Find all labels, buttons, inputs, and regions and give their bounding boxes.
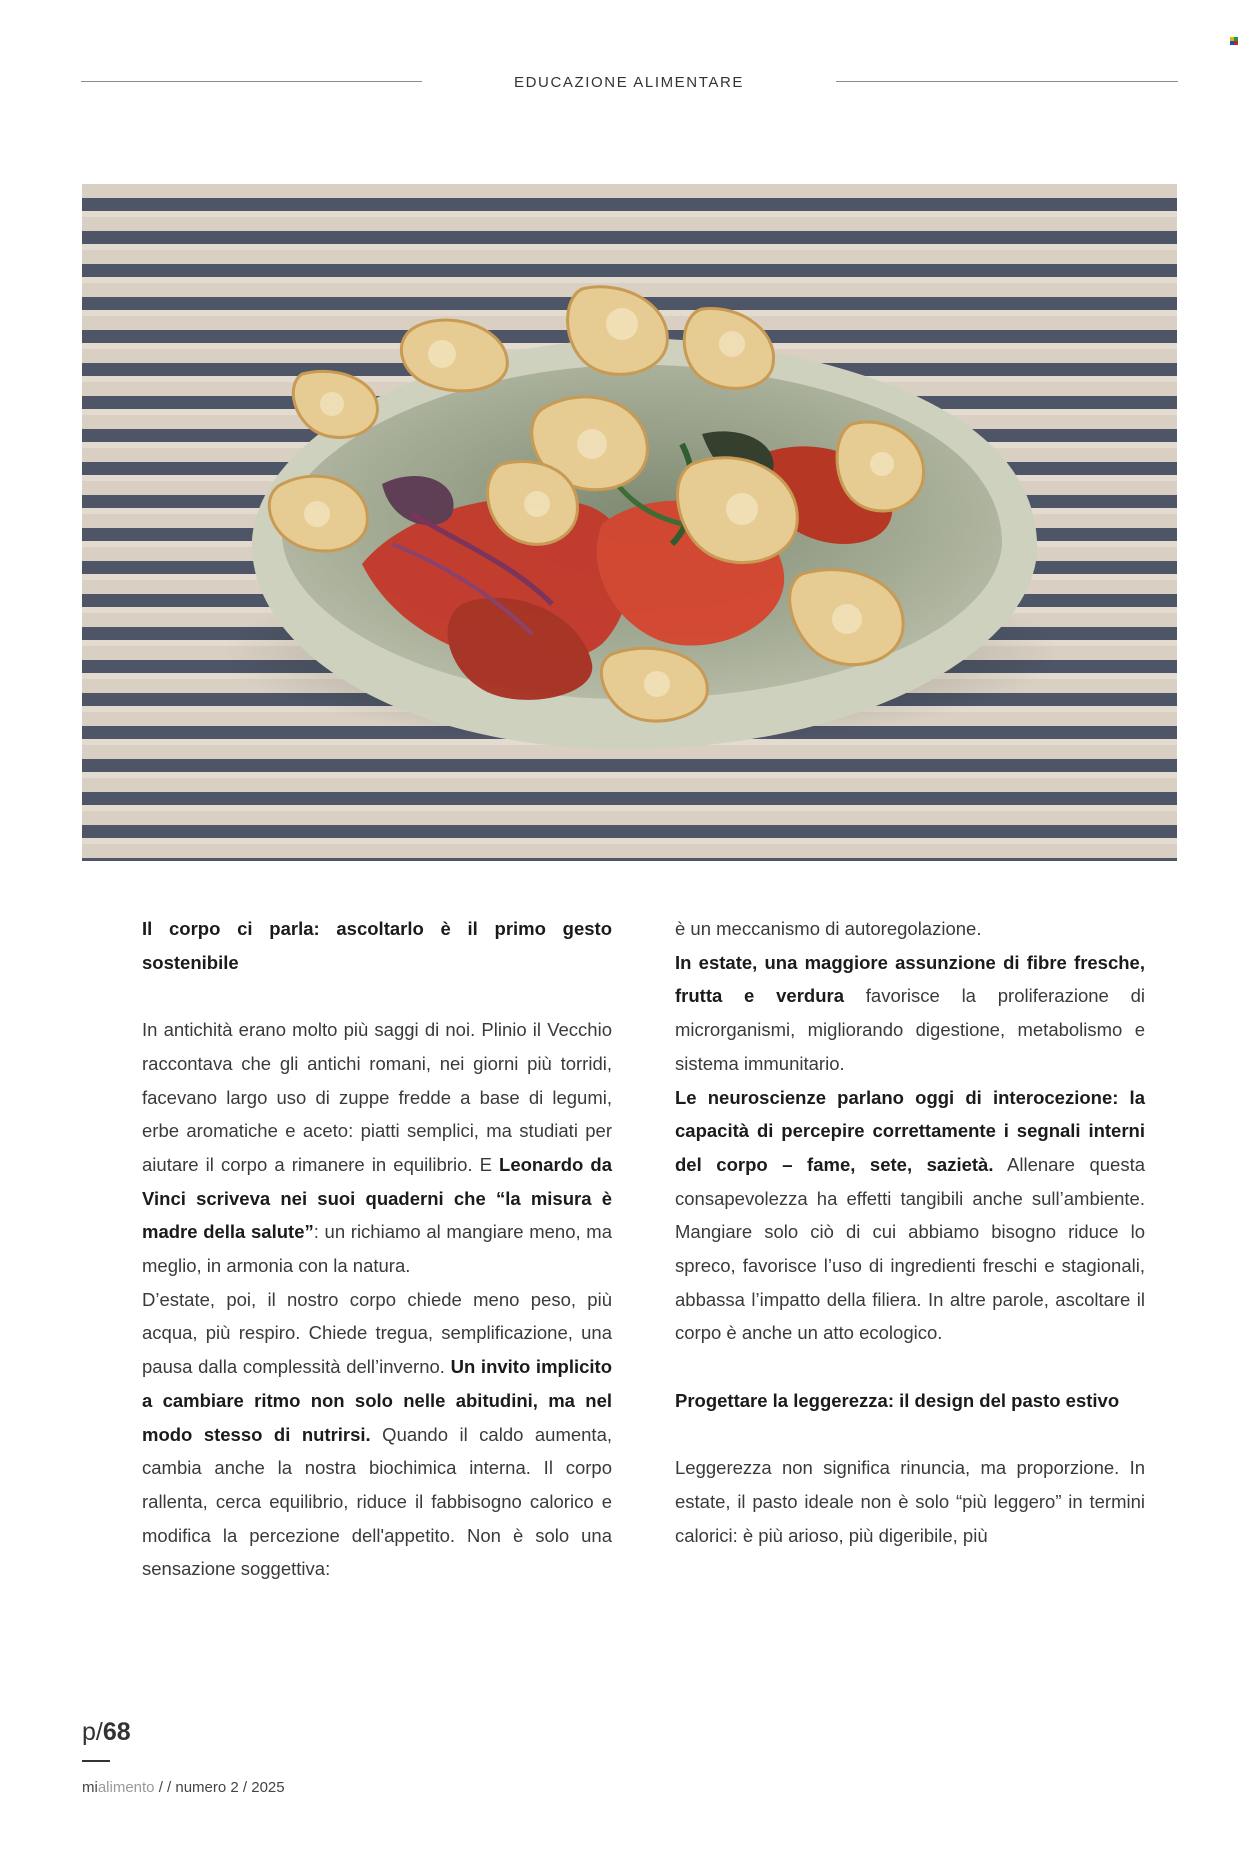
emphasis-change-rhythm: Un invito implicito a cambiare ritmo non solo nelle abitudini, ma nel modo stesso di nutrirsi. — [142, 1356, 612, 1445]
paragraph-fiber — [675, 946, 1145, 1081]
page-number-rule — [82, 1760, 110, 1762]
paragraph-self-regulation: è un meccanismo di autoregolazione. — [675, 918, 982, 939]
section-title: EDUCAZIONE ALIMENTARE — [513, 74, 745, 91]
corner-color-mark — [1230, 37, 1238, 45]
paragraph-text: Quando il caldo aumenta, cambia anche la nostra biochimica interna. Il corpo rallenta, cerca equilibrio, riduce il fabbisogno calorico e modifica la percezione dell'appetito. Non è solo una sensazione soggettiva: — [142, 1423, 612, 1580]
paragraph-summer — [142, 1283, 612, 1586]
brand-mi: mi — [82, 1779, 98, 1796]
salad-bowl-illustration — [82, 184, 1177, 861]
paragraph-interoception — [675, 1081, 1145, 1351]
paragraph-text: : un richiamo al mangiare meno, ma meglio, in armonia con la natura. — [142, 1221, 612, 1277]
paragraph-lightness: Leggerezza non significa rinuncia, ma proporzione. In estate, il pasto ideale non è solo “più leggero” in termini calorici: è più arioso, più digeribile, più — [675, 1457, 1145, 1546]
issue-info: / / numero 2 / 2025 — [154, 1779, 285, 1796]
brand-alimento: alimento — [97, 1779, 155, 1796]
page-prefix: p/ — [82, 1718, 103, 1746]
article-column-right — [675, 912, 1145, 1552]
header-rule-right — [836, 81, 1178, 82]
subheading-lightness-design: Progettare la leggerezza: il design del pasto estivo — [675, 1389, 1120, 1411]
page-number-value: 68 — [102, 1718, 131, 1746]
subheading-body-listens: Il corpo ci parla: ascoltarlo è il primo gesto sostenibile — [142, 918, 612, 973]
page-number — [82, 1718, 131, 1747]
header-rule-left — [81, 81, 422, 82]
paragraph-text: In antichità erano molto più saggi di noi. Plinio il Vecchio raccontava che gli antichi romani, nei giorni più torridi, facevano largo uso di zuppe fredde a base di legumi, erbe aromatiche e aceto: piatti semplici, ma studiati per aiutare il corpo a rimanere in equilibrio. E — [142, 1019, 612, 1175]
article-column-left — [142, 912, 612, 1586]
paragraph-text: favorisce la proliferazione di microrganismi, migliorando digestione, metabolismo e sistema immunitario. — [675, 985, 1145, 1074]
paragraph-antiquity — [142, 1013, 612, 1283]
leonardo-quote: Leonardo da Vinci scriveva nei suoi quaderni che “la misura è madre della salute” — [142, 1153, 612, 1243]
emphasis-fresh-fiber: In estate, una maggiore assunzione di fibre fresche, frutta e verdura — [675, 951, 1145, 1007]
paragraph-text: D’estate, poi, il nostro corpo chiede meno peso, più acqua, più respiro. Chiede tregua, semplificazione, una pausa dalla complessità dell’inverno. — [142, 1288, 612, 1378]
issue-masthead — [82, 1779, 285, 1796]
paragraph-text: Allenare questa consapevolezza ha effetti tangibili anche sull’ambiente. Mangiare solo ciò di cui abbiamo bisogno riduce lo spreco, favorisce l’uso di ingredienti freschi e stagionali, abbassa l’impatto della filiera. In altre parole, ascoltare il corpo è anche un atto ecologico. — [675, 1153, 1145, 1344]
salad-photo — [82, 184, 1177, 861]
emphasis-neuroscience: Le neuroscienze parlano oggi di interocezione: la capacità di percepire correttamente i segnali interni del corpo – fame, sete, sazietà. — [675, 1086, 1145, 1175]
